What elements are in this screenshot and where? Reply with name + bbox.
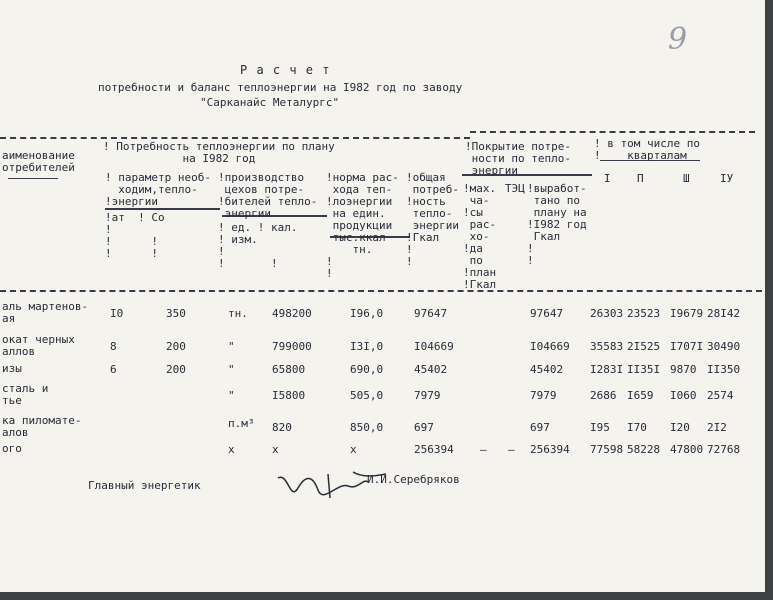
cell-unit: тн. — [228, 307, 248, 320]
cell-total: 97647 — [414, 307, 448, 320]
cell-q2: I659 — [627, 389, 654, 402]
row-name: окат черных аллов — [2, 333, 75, 358]
header-quarters: ! в том числе по ! кварталам — [594, 137, 700, 162]
cell-produced: 45402 — [530, 363, 564, 376]
header-top-rule — [0, 137, 470, 139]
cell-norm: I96,0 — [350, 307, 384, 320]
cell-total: 697 — [414, 421, 434, 434]
scan-border — [765, 0, 773, 600]
cell-co: 200 — [166, 363, 186, 376]
cell-unit: x — [228, 443, 235, 456]
header-need-plan: ! Потребность теплоэнергии по плану на I982 год — [103, 140, 335, 165]
page-number: 9 — [668, 22, 688, 57]
cell-unit: " — [228, 363, 235, 376]
cell-q1: 35583 — [590, 340, 624, 353]
cell-norm: x — [350, 443, 357, 456]
cell-q4: 28I42 — [707, 307, 741, 320]
cell-at: 6 — [110, 363, 117, 376]
cell-q2: I70 — [627, 421, 647, 434]
cell-q3: I707I — [670, 340, 704, 353]
cell-unit: " — [228, 340, 235, 353]
document-title: Р а с ч е т — [240, 63, 331, 77]
cell-cal: I5800 — [272, 389, 306, 402]
signatory-position: Главный энергетик — [88, 479, 201, 492]
header-param: ! параметр необ- ходим,тепло- !энергии — [105, 171, 211, 208]
cell-q4: 2I2 — [707, 421, 727, 434]
document-subtitle-plant: "Сарканайс Металургс" — [200, 96, 340, 109]
cell-q3: I9679 — [670, 307, 704, 320]
header-production: !производство цехов потре- !бителей тепло- энергии — [218, 171, 318, 220]
cell-cal: 799000 — [272, 340, 312, 353]
cell-q1: I283I — [590, 363, 624, 376]
cell-unit: " — [228, 389, 235, 402]
cell-produced: I04669 — [530, 340, 570, 353]
cell-tec: – — [508, 443, 515, 456]
cell-produced: 7979 — [530, 389, 557, 402]
row-name: сталь и тье — [2, 382, 49, 407]
cell-q3: I060 — [670, 389, 697, 402]
cell-q1: 2686 — [590, 389, 617, 402]
cell-q3: 47800 — [670, 443, 704, 456]
document-subtitle: потребности и баланс теплоэнергии на I982 год по заводу — [98, 81, 463, 94]
cell-unit: п.м³ — [228, 417, 255, 430]
cell-total: 7979 — [414, 389, 441, 402]
header-at-co: !ат ! Со ! ! ! ! ! — [105, 211, 165, 260]
header-top-rule — [470, 131, 755, 133]
header-produced: !выработ- тано по плану на !I982 год Гкал ! ! — [527, 182, 587, 267]
cell-norm: I3I,0 — [350, 340, 384, 353]
header-bottom-rule — [0, 290, 762, 292]
cell-q2: 58228 — [627, 443, 661, 456]
row-name: аль мартенов- ая — [2, 300, 89, 325]
cell-at: I0 — [110, 307, 124, 320]
cell-q4: II350 — [707, 363, 741, 376]
scan-border — [0, 592, 773, 600]
cell-q2: II35I — [627, 363, 661, 376]
cell-produced: 256394 — [530, 443, 570, 456]
cell-q4: 2574 — [707, 389, 734, 402]
cell-produced: 697 — [530, 421, 550, 434]
cell-cal: 820 — [272, 421, 292, 434]
signatory-name: И.И.Серебряков — [367, 473, 460, 486]
header-quarter-2: П — [637, 172, 644, 185]
cell-produced: 97647 — [530, 307, 564, 320]
cell-total: I04669 — [414, 340, 454, 353]
cell-at: 8 — [110, 340, 117, 353]
row-name: изы — [2, 362, 22, 375]
header-consumers: аименование отребителей — [2, 149, 75, 174]
rule — [105, 208, 220, 210]
cell-q2: 2I525 — [627, 340, 661, 353]
cell-norm: 505,0 — [350, 389, 384, 402]
rule — [8, 178, 58, 179]
cell-co: 200 — [166, 340, 186, 353]
cell-q1: 26303 — [590, 307, 624, 320]
row-name: ого — [2, 442, 22, 455]
row-name: ка пиломате- алов — [2, 414, 82, 439]
cell-max: – — [480, 443, 487, 456]
cell-total: 256394 — [414, 443, 454, 456]
cell-q4: 72768 — [707, 443, 741, 456]
cell-q3: 9870 — [670, 363, 697, 376]
cell-cal: x — [272, 443, 279, 456]
cell-q1: I95 — [590, 421, 610, 434]
header-tec: ТЭЦ — [505, 182, 525, 195]
cell-q3: I20 — [670, 421, 690, 434]
cell-norm: 690,0 — [350, 363, 384, 376]
header-coverage: !Покрытие потре- ности по тепло- энергии — [465, 140, 571, 177]
header-max: !мах. ча- !сы рас- хо- !да по !план !Гкал — [463, 182, 497, 291]
header-quarter-1: I — [604, 172, 611, 185]
cell-q4: 30490 — [707, 340, 741, 353]
cell-cal: 498200 — [272, 307, 312, 320]
cell-cal: 65800 — [272, 363, 306, 376]
cell-q2: 23523 — [627, 307, 661, 320]
header-quarter-4: IУ — [720, 172, 734, 185]
cell-co: 350 — [166, 307, 186, 320]
cell-norm: 850,0 — [350, 421, 384, 434]
cell-total: 45402 — [414, 363, 448, 376]
header-total: !общая потреб- !ность тепло- энергии !Гкал ! ! — [406, 171, 459, 268]
header-norm: !норма рас- хода теп- !лоэнергии на един. продукции тыс.ккал тн. ! ! — [326, 171, 399, 280]
header-unit-cal: ! ед. ! кал. ! изм. ! ! ! — [218, 221, 298, 270]
header-quarter-3: Ш — [683, 172, 690, 185]
cell-q1: 77598 — [590, 443, 624, 456]
